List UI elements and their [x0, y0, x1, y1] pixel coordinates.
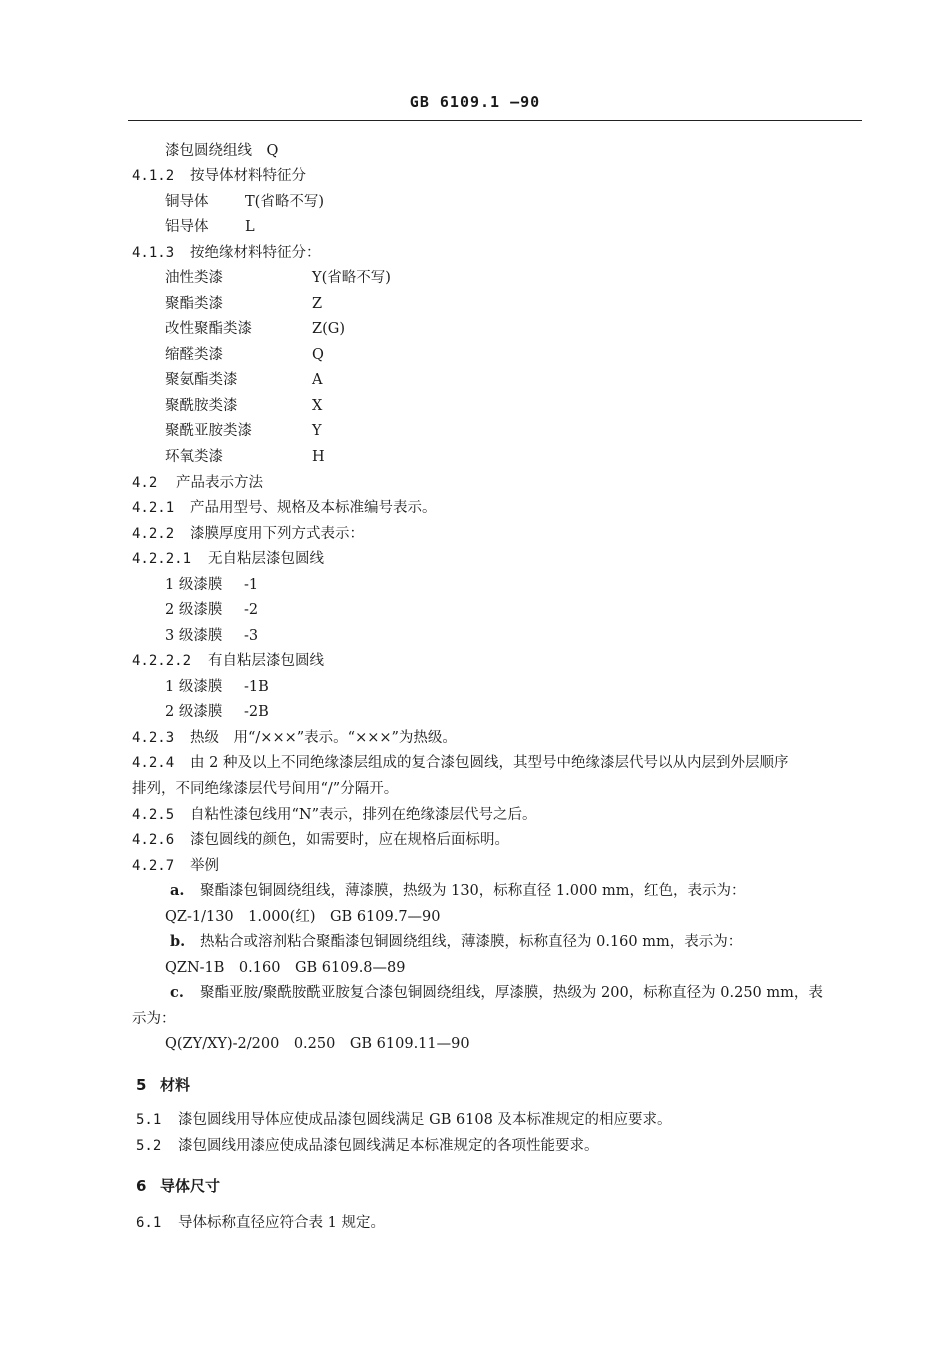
- clause-num: 5.1: [136, 1112, 162, 1128]
- clause-num: 4.2: [132, 475, 158, 491]
- item-label: 3 级漆膜: [165, 628, 223, 644]
- item-code: X: [312, 398, 323, 414]
- item-label: 1 级漆膜: [165, 679, 223, 695]
- item-code: A: [312, 372, 323, 388]
- clause-text: 举例: [190, 858, 219, 874]
- item-code: -1B: [244, 679, 269, 695]
- clause-text: 漆包圆线用导体应使成品漆包圆线满足 GB 6108 及本标准规定的相应要求。: [178, 1112, 672, 1128]
- example-code: QZ-1/130 1.000(红) GB 6109.7—90: [165, 909, 441, 925]
- item-code: T(省略不写): [245, 194, 324, 210]
- item-label: 油性类漆: [165, 270, 223, 286]
- clause-num: 4.2.5: [132, 807, 175, 823]
- item-label: 聚酰亚胺类漆: [165, 423, 252, 439]
- clause-num: 4.2.2.2: [132, 653, 192, 669]
- example-label: c.: [170, 984, 184, 1001]
- clause-num: 4.2.3: [132, 730, 175, 746]
- clause-text: 漆包圆线的颜色，如需要时，应在规格后面标明。: [190, 832, 509, 848]
- example-code: QZN-1B 0.160 GB 6109.8—89: [165, 960, 406, 976]
- item-label: 2 级漆膜: [165, 602, 223, 618]
- clause-num: 5.2: [136, 1138, 162, 1154]
- header-rule: [128, 120, 862, 121]
- item-label: 铜导体: [165, 194, 209, 210]
- item-code: Z: [312, 296, 323, 312]
- item-code: -3: [244, 628, 259, 644]
- clause-text: 自粘性漆包线用“N”表示，排列在绝缘漆层代号之后。: [190, 807, 537, 823]
- item-code: Z(G): [312, 321, 345, 337]
- clause-text-cont: 排列，不同绝缘漆层代号间用“/”分隔开。: [132, 781, 399, 797]
- item-code: -1: [244, 577, 259, 593]
- line-q: 漆包圆绕组线 Q: [165, 143, 279, 159]
- clause-num: 4.2.2: [132, 526, 175, 542]
- example-label: b.: [170, 933, 186, 950]
- clause-num: 4.2.1: [132, 500, 175, 516]
- item-code: H: [312, 449, 325, 465]
- clause-text: 产品表示方法: [176, 475, 263, 491]
- clause-text: 产品用型号、规格及本标准编号表示。: [190, 500, 437, 516]
- example-text: 聚酯亚胺/聚酰胺酰亚胺复合漆包铜圆绕组线，厚漆膜，热级为 200，标称直径为 0.250 mm，表: [200, 985, 823, 1001]
- item-label: 铝导体: [165, 219, 209, 235]
- clause-text: 按绝缘材料特征分：: [190, 245, 321, 261]
- clause-text: 热级 用“/×××”表示。“×××”为热级。: [190, 730, 457, 746]
- item-label: 缩醛类漆: [165, 347, 223, 363]
- clause-text: 无自粘层漆包圆线: [208, 551, 324, 567]
- clause-num: 4.2.2.1: [132, 551, 192, 567]
- item-code: L: [245, 219, 255, 235]
- clause-num: 4.2.4: [132, 755, 175, 771]
- item-code: -2: [244, 602, 259, 618]
- section-title: 材料: [160, 1076, 191, 1094]
- example-label: a.: [170, 882, 185, 899]
- clause-num: 4.2.7: [132, 858, 175, 874]
- clause-num: 4.1.2: [132, 168, 175, 184]
- clause-num: 4.1.3: [132, 245, 175, 261]
- section-num: 6: [136, 1177, 147, 1195]
- clause-num: 6.1: [136, 1215, 162, 1231]
- item-code: Q: [312, 347, 324, 363]
- section-num: 5: [136, 1076, 147, 1094]
- item-label: 聚氨酯类漆: [165, 372, 238, 388]
- section-title: 导体尺寸: [160, 1177, 221, 1195]
- example-text: 聚酯漆包铜圆绕组线，薄漆膜，热级为 130，标称直径 1.000 mm，红色，表示为：: [200, 883, 746, 899]
- example-code: Q(ZY/XY)-2/200 0.250 GB 6109.11—90: [165, 1036, 470, 1052]
- example-text-cont: 示为：: [132, 1011, 176, 1027]
- item-code: Y: [312, 423, 322, 439]
- item-label: 改性聚酯类漆: [165, 321, 252, 337]
- item-code: Y(省略不写): [312, 270, 391, 286]
- clause-num: 4.2.6: [132, 832, 175, 848]
- clause-text: 漆包圆线用漆应使成品漆包圆线满足本标准规定的各项性能要求。: [178, 1138, 599, 1154]
- clause-text: 导体标称直径应符合表 1 规定。: [178, 1215, 385, 1231]
- item-label: 环氧类漆: [165, 449, 223, 465]
- clause-text: 有自粘层漆包圆线: [208, 653, 324, 669]
- example-text: 热粘合或溶剂粘合聚酯漆包铜圆绕组线，薄漆膜，标称直径为 0.160 mm，表示为：: [200, 934, 743, 950]
- item-label: 聚酰胺类漆: [165, 398, 238, 414]
- clause-text: 漆膜厚度用下列方式表示：: [190, 526, 364, 542]
- item-label: 1 级漆膜: [165, 577, 223, 593]
- page-header: GB 6109.1 —90: [409, 93, 541, 111]
- item-label: 聚酯类漆: [165, 296, 223, 312]
- item-code: -2B: [244, 704, 269, 720]
- clause-text: 由 2 种及以上不同绝缘漆层组成的复合漆包圆线，其型号中绝缘漆层代号以从内层到外层顺序: [190, 755, 789, 771]
- item-label: 2 级漆膜: [165, 704, 223, 720]
- clause-text: 按导体材料特征分: [190, 168, 306, 184]
